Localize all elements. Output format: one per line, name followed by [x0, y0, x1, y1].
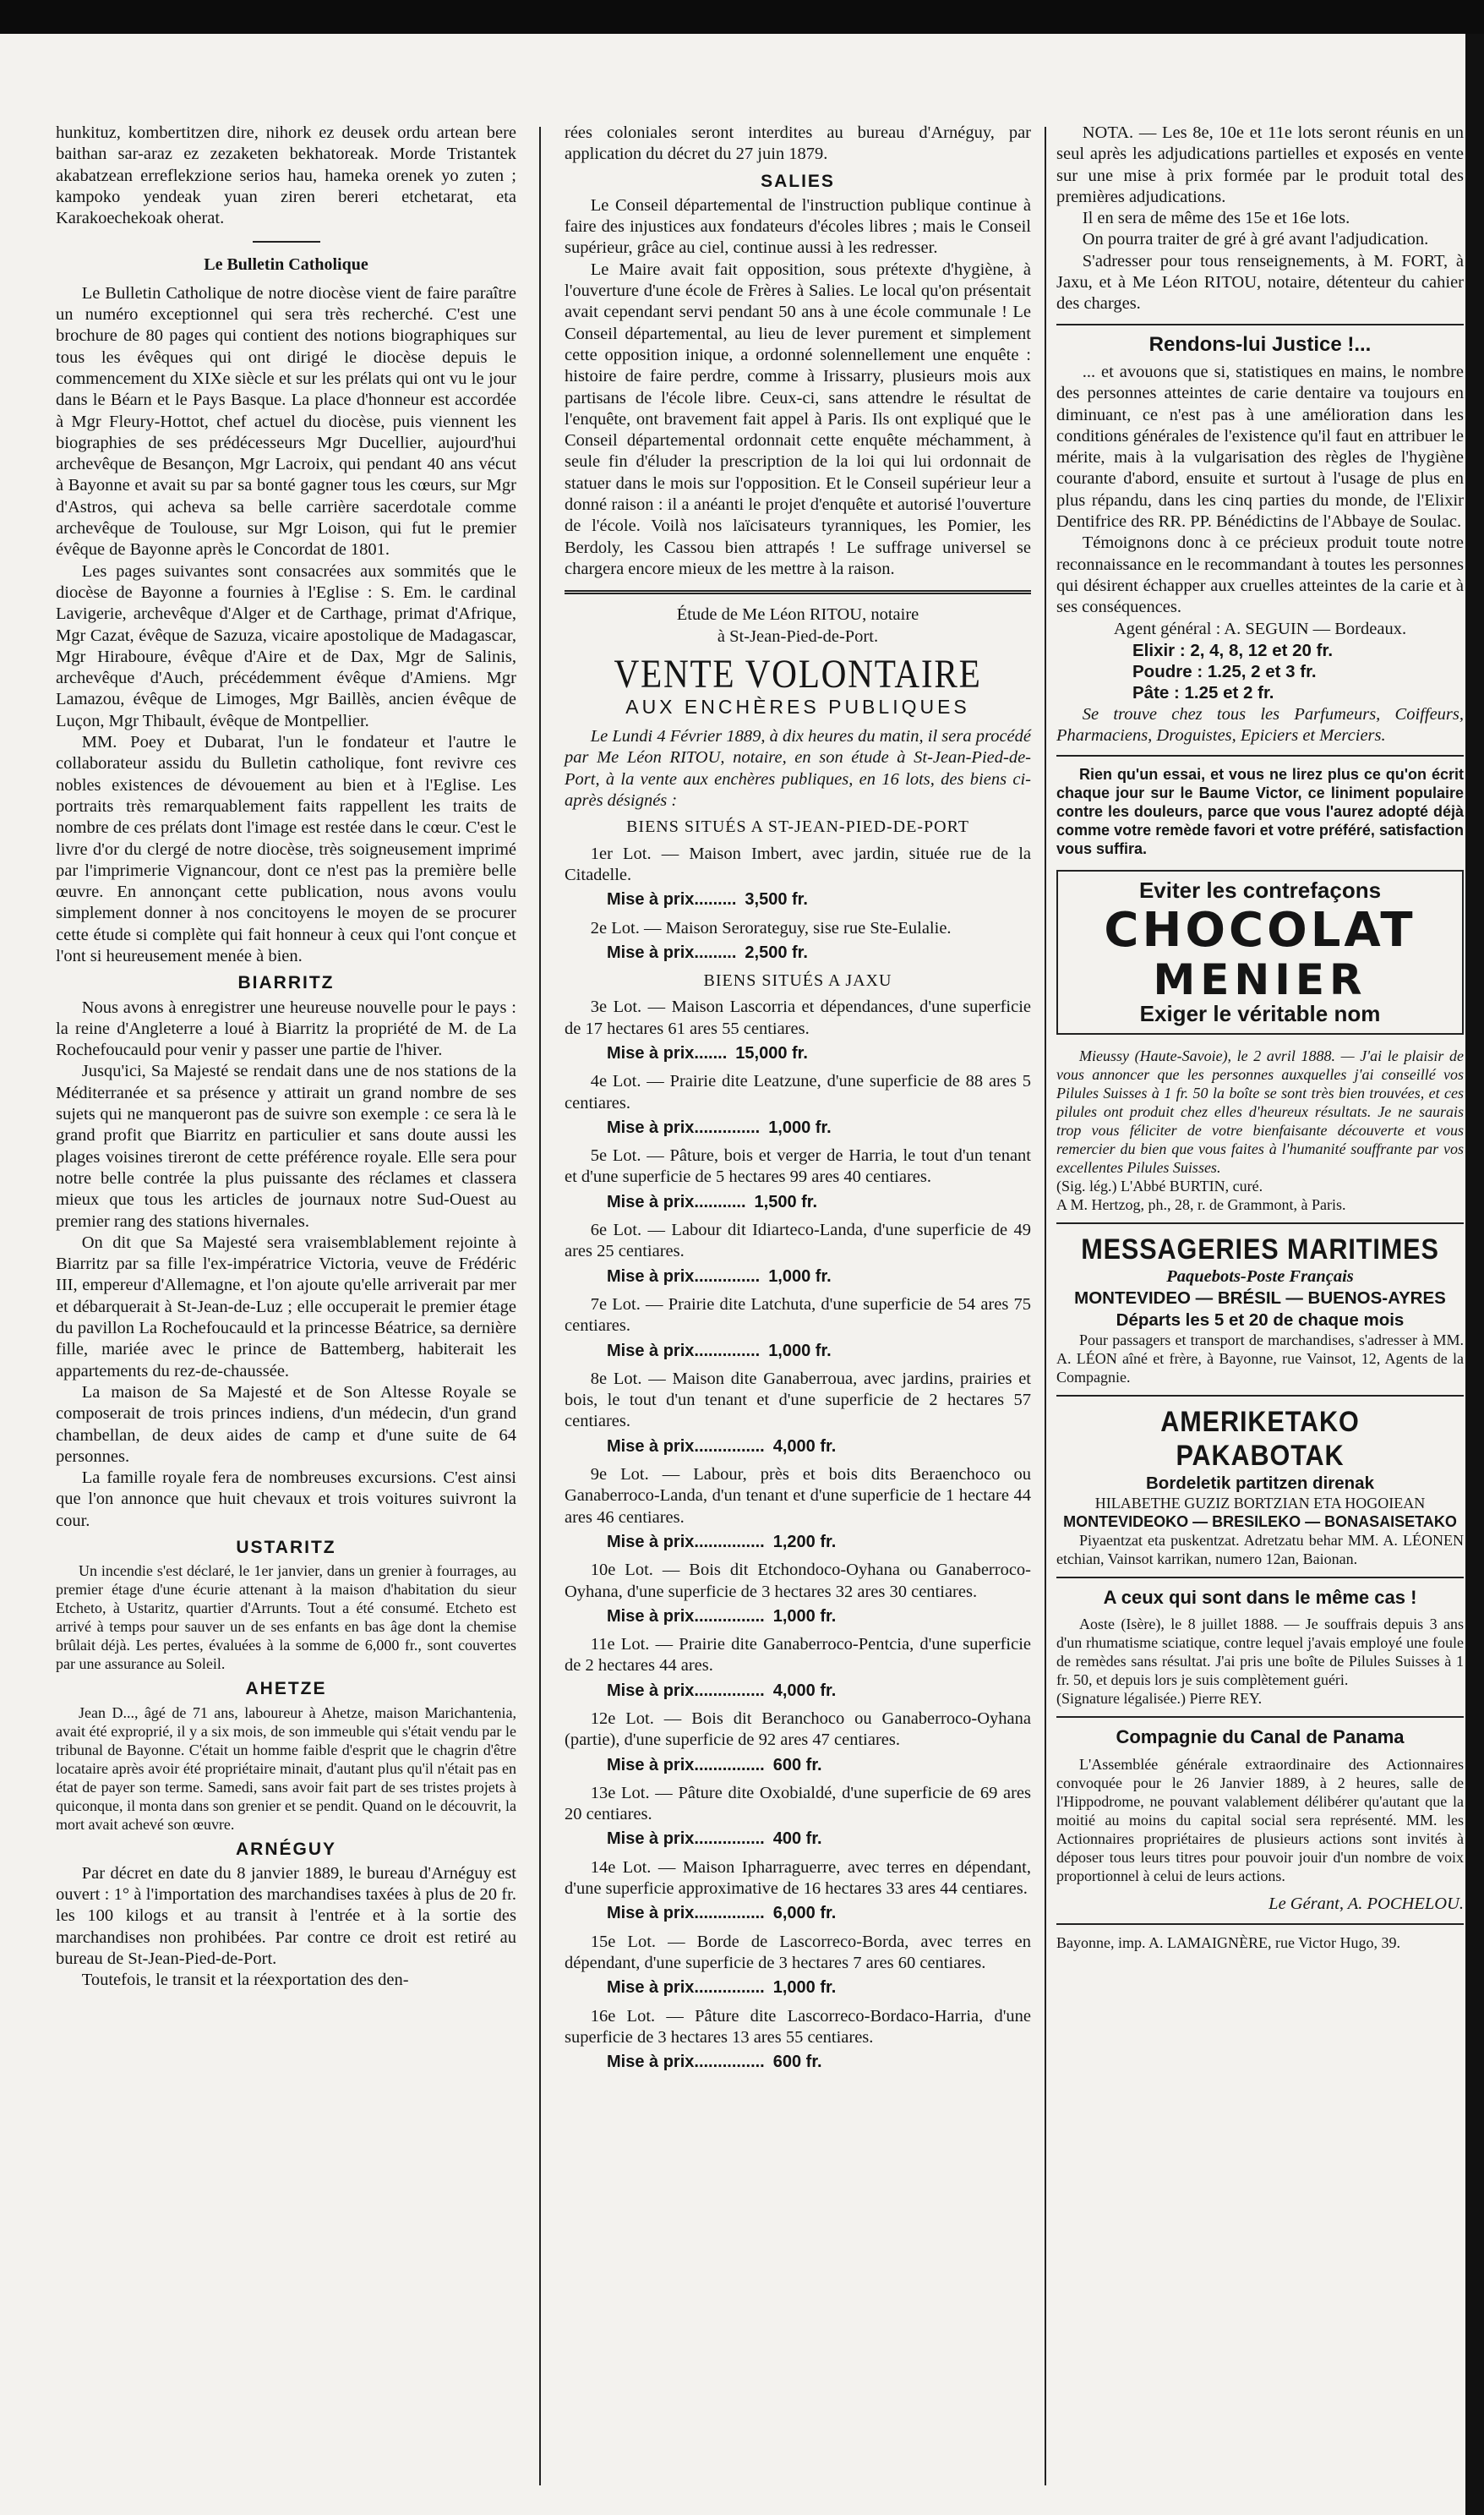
biarritz-heading: BIARRITZ: [237, 973, 335, 993]
lot-price-line: [607, 1977, 1031, 1998]
ceux-signature: (Signature légalisée.) Pierre REY.: [1056, 1690, 1263, 1708]
mise-a-prix-label: Mise à prix: [607, 1681, 695, 1700]
ahetze-heading: AHETZE: [245, 1679, 327, 1699]
mise-a-prix-label: Mise à prix: [607, 1606, 695, 1626]
lot-price: 1,500 fr.: [754, 1192, 818, 1211]
menier-ad: [1056, 870, 1464, 1035]
leader-dots: ...............: [694, 1681, 765, 1700]
lot-price: 600 fr.: [772, 1755, 822, 1774]
column-3: [1056, 123, 1464, 1952]
biens-heading: BIENS SITUÉS A JAXU: [703, 971, 892, 991]
lot-price: 400 fr.: [772, 1829, 822, 1849]
amerik-heading: AMERIKETAKO PAKABOTAK: [1160, 1405, 1360, 1472]
pilules-testimonial: Mieussy (Haute-Savoie), le 2 avril 1888. — J'ai le plaisir de vous annoncer que les personnes auxquelles j'ai conseillé vos Pilules Suisses à 1 fr. 50 la boîte se sont très bien trouvées, et ces pilules ont produit chez elles d'heureux résultats. Je ne saurais trop vous féliciter de votre bienfaisante découverte et vous remercier du bien que vous faites à l'humanité souffrante par vos excellentes Pilules Suisses.: [1056, 1047, 1464, 1176]
lot-price-line: [607, 1266, 1031, 1288]
lot-price-line: [607, 1043, 1031, 1064]
mise-a-prix-label: Mise à prix: [607, 890, 695, 910]
lot-price: 3,500 fr.: [745, 890, 808, 910]
vente-intro: Le Lundi 4 Février 1889, à dix heures du matin, il sera procédé par Me Léon RITOU, notaire, en son étude à St-Jean-Pied-de-Port, à la vente aux enchères publiques, en 16 lots, des biens ci-après désignés :: [565, 727, 1031, 811]
lot-price: 1,200 fr.: [772, 1532, 837, 1551]
departs-line: Départs les 5 et 20 de chaque mois: [1116, 1309, 1405, 1330]
leader-dots: ...............: [694, 1829, 765, 1849]
exiger-line: Exiger le véritable nom: [1139, 1000, 1381, 1026]
bulletin-paragraph: MM. Poey et Dubarat, l'un le fondateur et l'autre le collaborateur assidu du Bulletin catholique, font revivre ces nobles existences de dévouement au bien et à l'Eglise. Les portraits très remarquablement faits rappellent les traits de nombre de ces prélats dont l'image est restée dans le cœur. C'est le livre d'or du clergé de notre diocèse, très soigneusement imprimé par l'imprimerie Vignancour, dont ce n'est pas la première belle œuvre. En annonçant cette publication, nous avons voulu simplement donner à nos concitoyens le moyen de se procurer cette étude si complète qui fait honneur à ceux qui l'ont conçue et l'ont si heureusement menée à bien.: [56, 733, 516, 965]
lot-price-line: [607, 943, 1031, 964]
section-divider: [1056, 1577, 1464, 1578]
lot-price-line: [607, 1118, 1031, 1139]
mise-a-prix-label: Mise à prix: [607, 943, 695, 962]
rendons-heading: Rendons-lui Justice !...: [1148, 332, 1372, 356]
lot-price: 1,000 fr.: [768, 1266, 832, 1286]
biarritz-paragraph: Nous avons à enregistrer une heureuse nouvelle pour le pays : la reine d'Angleterre a loué à Biarritz la propriété de M. de La Rochefoucauld pour venir y passer une partie de l'hiver.: [56, 998, 516, 1060]
lot-description: 5e Lot. — Pâture, bois et verger de Harria, le tout d'un tenant et d'une superficie de 5 hectares 99 ares 40 centiares.: [565, 1146, 1031, 1187]
mise-a-prix-label: Mise à prix: [607, 1043, 695, 1063]
price-line: Elixir : 2, 4, 8, 12 et 20 fr.: [1132, 640, 1334, 660]
price-line: Poudre : 1.25, 2 et 3 fr.: [1132, 662, 1317, 682]
panama-heading: Compagnie du Canal de Panama: [1116, 1726, 1405, 1748]
lot-entry: [565, 1709, 1031, 1776]
price-line: Pâte : 1.25 et 2 fr.: [1132, 683, 1274, 703]
scan-top-border: [0, 0, 1484, 34]
routes2-line: MONTEVIDEOKO — BRESILEKO — BONASAISETAKO: [1063, 1513, 1457, 1531]
lot-description: 6e Lot. — Labour dit Idiarteco-Landa, d'une superficie de 49 ares 25 centiares.: [565, 1221, 1031, 1261]
section-divider: [1056, 324, 1464, 325]
lot-entry: [565, 1857, 1031, 1925]
lot-price-line: [607, 1341, 1031, 1362]
lot-description: 4e Lot. — Prairie dite Leatzune, d'une superficie de 88 ares 5 centiares.: [565, 1072, 1031, 1113]
lot-description: 2e Lot. — Maison Serorateguy, sise rue Ste-Eulalie.: [590, 918, 952, 938]
nota-paragraph: On pourra traiter de gré à gré avant l'adjudication.: [1082, 230, 1429, 249]
lot-price: 1,000 fr.: [768, 1341, 832, 1360]
leader-dots: ..............: [694, 1341, 761, 1360]
ceux-paragraph: Aoste (Isère), le 8 juillet 1888. — Je souffrais depuis 3 ans d'un rhumatisme sciatique, contre lequel j'avais employé une foule de remèdes sans résultat. J'ai pris une boîte de Pilules Suisses à 1 fr. 50, et depuis lors je suis complètement guéri.: [1056, 1616, 1464, 1689]
rendons-paragraph: ... et avouons que si, statistiques en mains, le nombre des personnes atteintes de carie dentaire va toujours en diminuant, ce n'est pas à une amélioration dans les conditions générales de l'existence qu'il faut en attribuer le mérite, mais à la vulgarisation des règles de l'hygiène courante d'abord, ensuite et surtout à l'usage de plus en plus répandu, dans les cinq parties du monde, de l'Elixir Dentifrice des RR. PP. Bénédictins de l'Abbaye de Soulac.: [1056, 362, 1464, 532]
lot-price: 2,500 fr.: [745, 943, 808, 962]
lot-price-line: [607, 1755, 1031, 1776]
piyaent-paragraph: Piyaentzat eta puskentzat. Adretzatu behar MM. A. LÉONEN etchian, Vainsot karrikan, numero 12an, Baionan.: [1056, 1532, 1464, 1568]
lot-entry: [565, 1560, 1031, 1627]
lot-price: 1,000 fr.: [772, 1606, 837, 1626]
arneguy-paragraph: Par décret en date du 8 janvier 1889, le bureau d'Arnéguy est ouvert : 1° à l'importation des marchandises taxées à plus de 20 fr. les 100 kilogs et au transit à l'entrée et à la sortie des marchandises non prohibées. Par contre ce droit est retiré au bureau de St-Jean-Pied-de-Port.: [56, 1863, 516, 1969]
ahetze-paragraph: Jean D..., âgé de 71 ans, laboureur à Ahetze, maison Marichantenia, avait été exproprié, il y a six mois, de son immeuble qui s'était vendu par le tribunal de Bayonne. C'était un homme faible d'esprit que le chagrin d'être locataire après avoir été propriétaire minait, d'autant plus qu'il n'était pas en état de payer son terme. Samedi, sans avoir fait part de ses tristes projets à quiconque, il monta dans son grenier et se pendit. Quand on le découvrit, la mort avait achevé son œuvre.: [56, 1703, 516, 1833]
menier-word: MENIER: [1153, 954, 1367, 1004]
lot-entry: [565, 1369, 1031, 1457]
mise-a-prix-label: Mise à prix: [607, 1436, 695, 1456]
biarritz-paragraph: La maison de Sa Majesté et de Son Altesse Royale se composerait de trois princes indiens, d'un médecin, d'un grand chambellan, de deux aides de camp et d'une suite de 64 personnes.: [56, 1382, 516, 1466]
lot-description: 12e Lot. — Bois dit Beranchoco ou Ganaberroco-Oyhana (partie), d'une superficie de 92 ares 47 centiares.: [565, 1709, 1031, 1750]
mise-a-prix-label: Mise à prix: [607, 1532, 695, 1551]
ustaritz-heading: USTARITZ: [236, 1538, 336, 1557]
lot-description: 13e Lot. — Pâture dite Oxobialdé, d'une superficie de 69 ares 20 centiares.: [565, 1783, 1031, 1824]
eviter-line: Eviter les contrefaçons: [1138, 878, 1382, 904]
leader-dots: ..............: [694, 1118, 761, 1137]
leader-dots: ...............: [694, 1904, 765, 1923]
lot-price-line: [607, 1606, 1031, 1627]
lot-price-line: [607, 1829, 1031, 1850]
lot-price-line: [607, 889, 1031, 910]
nota-paragraph: S'adresser pour tous renseignements, à M. FORT, à Jaxu, et à Me Léon RITOU, notaire, détenteur du cahier des charges.: [1056, 251, 1464, 314]
mise-a-prix-label: Mise à prix: [607, 2053, 695, 2072]
lot-entry: [565, 1783, 1031, 1851]
bulletin-paragraph: Le Bulletin Catholique de notre diocèse vient de faire paraître un numéro exceptionnel qui sera très recherché. C'est une brochure de 80 pages qui contient des notions biographiques sur tous les évêques qui ont dirigé le diocèse depuis le commencement du XIXe siècle et sur les prélats qui ont vu le jour dans le Béarn et le Pays Basque. La place d'honneur est accordée à Mgr Fleury-Hottot, chef actuel du diocèse, puis viennent les biographies de ses prédécesseurs Mgr Ducellier, aujourd'hui archevêque de Besançon, Mgr Lacroix, qui pendant 40 ans vécut à Bayonne et avait su par sa bonté gagner tous les cœurs, sur Mgr d'Astros, qui acheva sa belle carrière sacerdotale comme archevêque de Toulouse, sur Mgr Loison, qui fut le premier évêque de Bayonne après le Concordat de 1801.: [56, 283, 516, 560]
section-divider: [253, 241, 320, 243]
lot-description: 14e Lot. — Maison Ipharraguerre, avec terres en dépendant, d'une superficie approximative de 16 hectares 33 ares 44 centiares.: [565, 1857, 1031, 1899]
lot-price-line: [607, 1532, 1031, 1553]
lot-price: 4,000 fr.: [772, 1436, 837, 1456]
lot-entry: [565, 844, 1031, 911]
paquebots-line: Paquebots-Poste Français: [1166, 1266, 1354, 1286]
lot-entry: [565, 1071, 1031, 1139]
biarritz-paragraph: Jusqu'ici, Sa Majesté se rendait dans une de nos stations de la Méditerranée et sa présence y attirait un grand nombre de ses sujets qui ne manqueront pas de suivre son exemple : ce sera là le grand profit que Biarritz en particulier et sans doute aussi les plages voisines tireront de cette préférence royale. Elle sera pour notre belle contrée la plus puissante des réclames et classera mieux que tous les articles de journaux notre Sud-Ouest au premier rang des stations hivernales.: [56, 1062, 516, 1231]
section-divider: [1056, 1923, 1464, 1925]
lot-description: 3e Lot. — Maison Lascorria et dépendances, d'une superficie de 17 hectares 61 ares 55 centiares.: [565, 998, 1031, 1038]
routes-line: MONTEVIDEO — BRÉSIL — BUENOS-AYRES: [1074, 1288, 1446, 1309]
lot-description: 11e Lot. — Prairie dite Ganaberroco-Pentcia, d'une superficie de 2 hectares 44 ares.: [565, 1635, 1031, 1676]
biarritz-paragraph: La famille royale fera de nombreuses excursions. C'est ainsi que l'on annonce que huit chevaux et trois voitures suivront la cour.: [56, 1468, 516, 1530]
mise-a-prix-label: Mise à prix: [607, 1978, 695, 1998]
vente-subtitle: AUX ENCHÈRES PUBLIQUES: [625, 695, 970, 718]
basque-text-continued: hunkituz, kombertitzen dire, nihork ez deusek ordu artean bere baithan sar-araz ez zezaketen bekhatoreak. Morde Tristantek akabatzean erreflekzione serios hau, hameka orenek yo zuten ; kampoko yendeak yuan ziren bereri etchetarat, eta Karakoechekoak oherat.: [56, 123, 516, 228]
lot-price-line: [607, 1903, 1031, 1924]
lot-entry: [565, 1220, 1031, 1288]
lot-entry: [565, 1634, 1031, 1702]
arneguy-heading: ARNÉGUY: [235, 1839, 336, 1859]
salies-heading: SALIES: [761, 171, 835, 191]
column-1: [56, 123, 516, 1992]
gerant-line: Le Gérant, A. POCHELOU.: [1268, 1894, 1464, 1913]
lot-entry: [565, 1145, 1031, 1213]
bulletin-heading: Le Bulletin Catholique: [204, 255, 368, 275]
lot-description: 1er Lot. — Maison Imbert, avec jardin, située rue de la Citadelle.: [565, 844, 1031, 884]
section-divider: [1056, 1716, 1464, 1718]
lot-description: 7e Lot. — Prairie dite Latchuta, d'une superficie de 54 ares 75 centiares.: [565, 1294, 1031, 1336]
section-divider: [1056, 1222, 1464, 1224]
lot-description: 15e Lot. — Borde de Lascorreco-Borda, avec terres en dépendant, d'une superficie de 3 hectares 7 ares 60 centiares.: [565, 1932, 1031, 1972]
scan-right-border: [1465, 34, 1484, 2515]
section-divider: [1056, 1395, 1464, 1397]
biarritz-paragraph: On dit que Sa Majesté sera vraisemblablement rejointe à Biarritz par sa fille l'ex-impératrice Victoria, veuve de Frédéric III, empereur d'Allemagne, et l'on ajoute qu'elle arriverait par mer et débarquerait à St-Jean-de-Luz ; elle occuperait le premier étage du pavillon La Rochefoucauld et la princesse Béatrice, sa dernière fille, mariée avec le prince de Battemberg, habiterait les appartements du rez-de-chaussée.: [56, 1233, 516, 1381]
lots-list-jaxu: [565, 997, 1031, 2073]
leader-dots: ...............: [694, 2053, 765, 2072]
lot-price-line: [607, 2052, 1031, 2073]
etude-line: à St-Jean-Pied-de-Port.: [717, 626, 879, 646]
lot-entry: [565, 997, 1031, 1064]
leader-dots: ...............: [694, 1436, 765, 1456]
mise-a-prix-label: Mise à prix: [607, 1755, 695, 1774]
mise-a-prix-label: Mise à prix: [607, 1266, 695, 1286]
lot-entry: [565, 1932, 1031, 1999]
leader-dots: ...............: [694, 1978, 765, 1998]
column-rule: [539, 127, 541, 2485]
hertzog-line: A M. Hertzog, ph., 28, r. de Grammont, à Paris.: [1056, 1195, 1346, 1213]
lot-price: 4,000 fr.: [772, 1681, 837, 1700]
leader-dots: ...............: [694, 1606, 765, 1626]
lot-description: 8e Lot. — Maison dite Ganaberroua, avec jardins, prairies et bois, le tout d'un tenant et d'une superficie de 2 hectares 57 centiares.: [565, 1369, 1031, 1431]
lot-price: 15,000 fr.: [735, 1043, 808, 1063]
vente-title: VENTE VOLONTAIRE: [614, 651, 982, 697]
chocolat-word: CHOCOLAT: [1104, 902, 1416, 958]
imprimeur-line: Bayonne, imp. A. LAMAIGNÈRE, rue Victor Hugo, 39.: [1056, 1933, 1401, 1951]
leader-dots: ...............: [694, 1532, 765, 1551]
bordel-line: Bordeletik partitzen direnak: [1146, 1473, 1374, 1493]
panama-paragraph: L'Assemblée générale extraordinaire des Actionnaires convoquée pour le 26 Janvier 1889, à 2 heures, salle de l'Hippodrome, ne pouvant valablement délibérer qu'autant que la moitié au moins du capital social sera représenté. MM. les Actionnaires propriétaires de plusieurs actions sont invités à déposer tous leurs titres pour pouvoir jouir d'un nombre de voix proportionnel à celui de leurs actions.: [1056, 1755, 1464, 1884]
lot-entry: [565, 918, 1031, 965]
nota-paragraph: NOTA. — Les 8e, 10e et 11e lots seront réunis en un seul après les adjudications partielles et exposés en vente sur une mise à prix formée par le produit total des premières adjudications.: [1056, 123, 1464, 206]
passagers-paragraph: Pour passagers et transport de marchandises, s'adresser à MM. A. LÉON aîné et frère, à Bayonne, rue Vainsot, 12, Agents de la Compagnie.: [1056, 1331, 1464, 1386]
nota-paragraph: Il en sera de même des 15e et 16e lots.: [1082, 209, 1350, 228]
column-2: [565, 123, 1031, 2080]
leader-dots: .........: [694, 943, 737, 962]
messageries-heading: MESSAGERIES MARITIMES: [1081, 1233, 1439, 1266]
mise-a-prix-label: Mise à prix: [607, 1829, 695, 1849]
leader-dots: ...........: [694, 1192, 746, 1211]
lot-description: 10e Lot. — Bois dit Etchondoco-Oyhana ou Ganaberroco-Oyhana, d'une superficie de 3 hectares 32 ares 30 centiares.: [565, 1561, 1031, 1601]
mise-a-prix-label: Mise à prix: [607, 1192, 695, 1211]
arneguy-paragraph: Toutefois, le transit et la réexportation des den-: [81, 1971, 409, 1990]
lot-price: 1,000 fr.: [768, 1118, 832, 1137]
ustaritz-paragraph: Un incendie s'est déclaré, le 1er janvier, dans un grenier à fourrages, au premier étage d'une écurie attenant à la maison d'habitation du sieur Etcheto, à Ustaritz, quartier d'Arrunts. Tout a été consumé. Etcheto est arrivé à temps pour sauver un de ses enfants en bas âge dont la chemise brûlait déjà. Les pertes, évaluées à la somme de 6,000 fr., sont couvertes par une assurance au Soleil.: [56, 1562, 516, 1673]
lot-entry: [565, 2006, 1031, 2074]
hilabethe-line: HILABETHE GUZIZ BORTZIAN ETA HOGOIEAN: [1094, 1495, 1426, 1512]
baume-victor-ad: Rien qu'un essai, et vous ne lirez plus ce qu'on écrit chaque jour sur le Baume Victor, ce liniment populaire contre les douleurs, parce que vous l'aurez adopté déjà comme votre remède favori et votre préféré, satisfaction vous suffira.: [1056, 766, 1464, 858]
salies-paragraph: Le Maire avait fait opposition, sous prétexte d'hygiène, à l'ouverture d'une école de Frères à Salies. Le local qu'on présentait avait cependant servi pendant 50 ans à une école communale ! Le Conseil départemental, au lieu de lever purement et simplement cette opposition inique, a ordonné solennellement une enquête : histoire de faire perdre, comme à Irissarry, plusieurs mois aux partisans de l'école libre. Ceux-ci, sans attendre le résultat de l'enquête, ont bravement fait appel à Paris. Ils ont expliqué que le Conseil départemental ordonnait cette enquête méchamment, à seule fin d'éluder la prescription de la loi qui lui ordonnait de statuer dans le mois sur l'opposition. Et le Conseil supérieur leur a donné raison : il a anéanti le projet d'enquête et autorisé l'ouverture de l'école. Voilà nos laïcisateurs tyranniques, les Pomier, les Berdoly, les Cassou bien attrapés ! Le suffrage universel se chargera encore mieux de les mettre à la raison.: [565, 260, 1031, 578]
leader-dots: .........: [694, 890, 737, 910]
lot-price-line: [607, 1681, 1031, 1702]
testimonial-signature: (Sig. lég.) L'Abbé BURTIN, curé.: [1056, 1177, 1263, 1195]
lot-entry: [565, 1464, 1031, 1553]
lot-price-line: [607, 1436, 1031, 1457]
agent-line: Agent général : A. SEGUIN — Bordeaux.: [1113, 619, 1407, 638]
etude-line: Étude de Me Léon RITOU, notaire: [676, 605, 919, 625]
leader-dots: ...............: [694, 1755, 765, 1774]
lot-description: 9e Lot. — Labour, près et bois dits Beraenchoco ou Ganaberroco-Landa, d'un tenant et d'une superficie de 1 hectare 44 ares 46 centiares.: [565, 1465, 1031, 1527]
lot-entry: [565, 1294, 1031, 1362]
lot-price: 600 fr.: [772, 2053, 822, 2072]
lot-price: 1,000 fr.: [772, 1978, 837, 1998]
ceux-heading: A ceux qui sont dans le même cas !: [1103, 1587, 1417, 1609]
trouve-line: Se trouve chez tous les Parfumeurs, Coiffeurs, Pharmaciens, Droguistes, Epiciers et Merciers.: [1056, 704, 1464, 746]
lot-description: 16e Lot. — Pâture dite Lascorreco-Bordaco-Harria, d'une superficie de 3 hectares 13 ares 55 centiares.: [565, 2006, 1031, 2047]
biens-heading: BIENS SITUÉS A ST-JEAN-PIED-DE-PORT: [626, 817, 969, 837]
lot-price: 6,000 fr.: [772, 1904, 837, 1923]
mise-a-prix-label: Mise à prix: [607, 1904, 695, 1923]
arneguy-continued: rées coloniales seront interdites au bureau d'Arnéguy, par application du décret du 27 juin 1879.: [565, 123, 1031, 164]
rendons-paragraph: Témoignons donc à ce précieux produit toute notre reconnaissance en le recommandant à toutes les personnes qui désirent échapper aux cruelles atteintes de la carie et à ses conséquences.: [1056, 533, 1464, 617]
mise-a-prix-label: Mise à prix: [607, 1341, 695, 1360]
section-divider: [1056, 755, 1464, 757]
lots-list-st-jean: [565, 844, 1031, 964]
bulletin-paragraph: Les pages suivantes sont consacrées aux sommités que le diocèse de Bayonne a fournies à l'Eglise : S. Em. le cardinal Lavigerie, archevêque d'Alger et de Carthage, primat d'Afrique, Mgr Cazat, évêque de Sazuza, vicaire apostolique de Madagascar, Mgr Hiraboure, évêque d'Aire et de Dax, Mgr de Salinis, archevêque d'Auch, précédemment évêque d'Amiens. Mgr Lamazou, évêque de Limoges, Mgr Baillès, ancien évêque de Luçon, Mgr Thibault, évêque de Montpellier.: [56, 561, 516, 730]
mise-a-prix-label: Mise à prix: [607, 1118, 695, 1137]
section-divider: [565, 590, 1031, 594]
salies-paragraph: Le Conseil départemental de l'instruction publique continue à faire des injustices aux fondateurs d'écoles libres ; mais le Conseil supérieur, grâce au ciel, continue aussi à les redresser.: [565, 195, 1031, 258]
column-rule: [1045, 127, 1046, 2485]
leader-dots: ..............: [694, 1266, 761, 1286]
lot-price-line: [607, 1192, 1031, 1213]
leader-dots: .......: [694, 1043, 728, 1063]
